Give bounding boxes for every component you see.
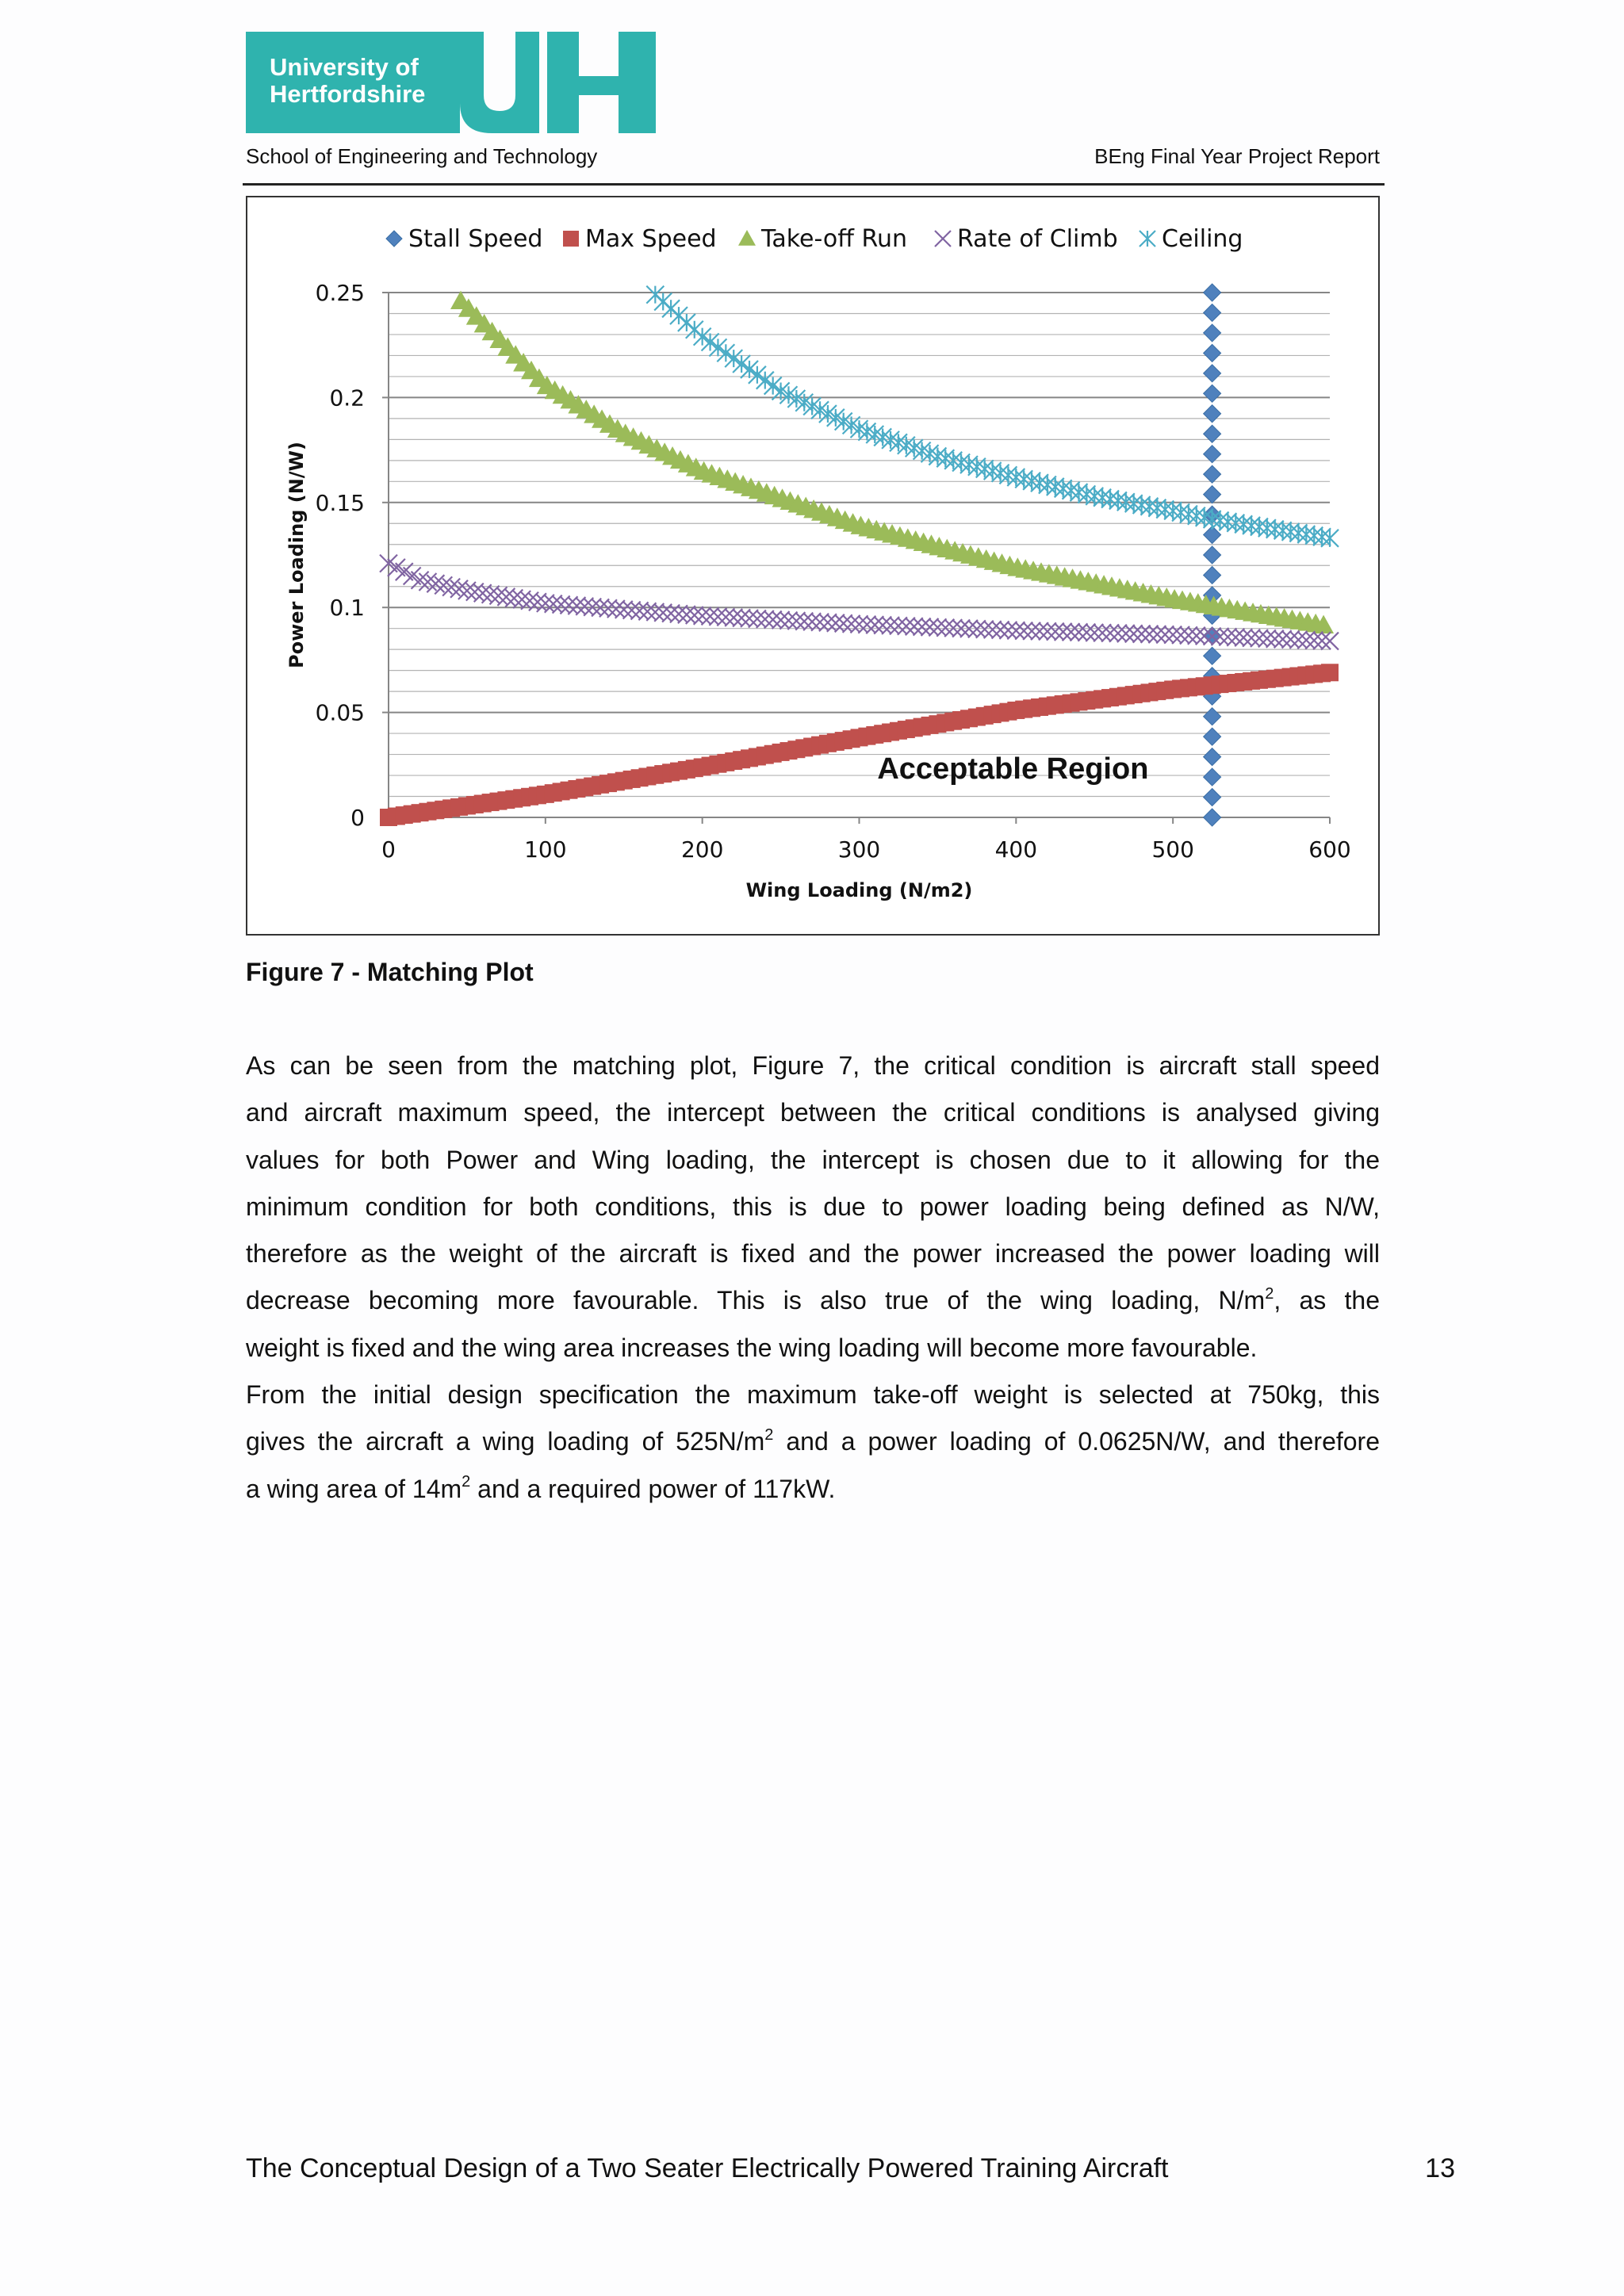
logo-line-1: University of — [270, 53, 419, 81]
rate-of-climb-point — [764, 611, 782, 629]
legend-label: Take-off Run — [761, 225, 907, 253]
y-tick-label: 0.1 — [329, 595, 365, 622]
rate-of-climb-point — [1289, 631, 1307, 649]
rate-of-climb-point — [929, 618, 946, 636]
rate-of-climb-point — [772, 611, 790, 629]
rate-of-climb-point — [890, 617, 907, 634]
rate-of-climb-point — [741, 610, 758, 627]
rate-of-climb-point — [1180, 626, 1197, 644]
page-number: 13 — [1425, 2153, 1455, 2183]
rate-of-climb-point — [1251, 629, 1268, 647]
body-line-10-sup: 2 — [462, 1473, 471, 1491]
university-logo — [246, 32, 656, 133]
body-line-8: From the initial design specification the maximum take-off weight is selected at 750kg, this — [246, 1380, 1380, 1410]
body-line-9-b: and a power loading of 0.0625N/W, and therefore — [773, 1427, 1381, 1456]
rate-of-climb-point — [717, 608, 734, 626]
stall-speed-point — [1204, 708, 1221, 725]
rate-of-climb-point — [1031, 622, 1048, 640]
rate-of-climb-point — [1007, 622, 1025, 639]
rate-of-climb-point — [1117, 625, 1135, 642]
rate-of-climb-point — [1055, 623, 1072, 641]
acceptable-region-label: Acceptable Region — [877, 752, 1149, 786]
rate-of-climb-point — [851, 615, 868, 633]
rate-of-climb-point — [702, 607, 719, 625]
body-line-9 — [246, 1418, 1380, 1465]
rate-of-climb-point — [1172, 626, 1189, 644]
rate-of-climb-point — [936, 619, 954, 637]
stall-speed-point — [1204, 365, 1221, 382]
rate-of-climb-point — [1039, 622, 1056, 640]
rate-of-climb-point — [779, 612, 797, 629]
rate-of-climb-point — [921, 618, 939, 636]
rate-of-climb-point — [1023, 622, 1040, 640]
legend-marker — [1139, 231, 1155, 247]
stall-speed-point — [1204, 405, 1221, 423]
uh-logo-mark-icon — [246, 32, 656, 133]
body-line-10 — [246, 1466, 1380, 1513]
rate-of-climb-point — [725, 609, 742, 626]
rate-of-climb-point — [749, 610, 766, 627]
x-tick-label: 300 — [837, 836, 881, 863]
rate-of-climb-point — [1258, 629, 1276, 647]
body-line-3: values for both Power and Wing loading, the intercept is chosen due to it allowing for the — [246, 1145, 1380, 1174]
rate-of-climb-point — [874, 617, 891, 634]
rate-of-climb-point — [843, 615, 860, 633]
legend-marker — [935, 231, 951, 247]
body-line-10-b: and a required power of 117kW. — [470, 1474, 836, 1503]
rate-of-climb-point — [827, 614, 845, 632]
body-line-9-a: gives the aircraft a wing loading of 525N/m — [246, 1427, 765, 1456]
legend-marker — [563, 231, 579, 247]
rate-of-climb-point — [866, 616, 883, 633]
figure-caption: Figure 7 - Matching Plot — [246, 958, 534, 986]
report-type: BEng Final Year Project Report — [1094, 144, 1380, 168]
y-tick-label: 0.2 — [329, 385, 365, 411]
rate-of-climb-point — [709, 608, 726, 626]
stall-speed-point — [1204, 546, 1221, 564]
rate-of-climb-point — [1125, 625, 1143, 642]
body-line-5: therefore as the weight of the aircraft is fixed and the power increased the power loading will — [246, 1239, 1380, 1269]
rate-of-climb-point — [999, 622, 1017, 639]
body-line-9-sup: 2 — [764, 1425, 774, 1444]
x-tick-label: 0 — [381, 836, 396, 863]
stall-speed-point — [1204, 748, 1221, 766]
rate-of-climb-point — [1094, 624, 1111, 641]
body-line-10-a: a wing area of 14m — [246, 1474, 462, 1503]
y-tick-label: 0.25 — [315, 280, 365, 306]
legend-label: Ceiling — [1162, 225, 1243, 253]
y-axis-title: Power Loading (N/W) — [285, 442, 308, 668]
rate-of-climb-point — [1235, 629, 1252, 646]
body-line-6 — [246, 1277, 1380, 1324]
rate-of-climb-point — [1266, 630, 1284, 648]
rate-of-climb-point — [733, 609, 750, 626]
rate-of-climb-point — [1282, 631, 1300, 649]
legend-label: Rate of Climb — [957, 225, 1118, 253]
stall-speed-point — [1204, 344, 1221, 362]
rate-of-climb-point — [756, 610, 774, 628]
rate-of-climb-point — [1243, 629, 1260, 647]
rate-of-climb-point — [906, 618, 923, 635]
logo-line-2: Hertfordshire — [270, 80, 426, 108]
stall-speed-point — [1204, 465, 1221, 483]
rate-of-climb-point — [984, 621, 1002, 638]
footer-title: The Conceptual Design of a Two Seater Electrically Powered Training Aircraft — [246, 2153, 1169, 2183]
legend-marker — [386, 231, 402, 247]
rate-of-climb-point — [1047, 623, 1064, 641]
x-tick-label: 200 — [680, 836, 724, 863]
x-axis-title: Wing Loading (N/m2) — [745, 879, 973, 901]
school-name: School of Engineering and Technology — [246, 144, 598, 168]
stall-speed-point — [1204, 324, 1221, 342]
rate-of-climb-point — [1070, 623, 1087, 641]
stall-speed-point — [1204, 284, 1221, 301]
rate-of-climb-point — [992, 622, 1009, 639]
body-line-2: and aircraft maximum speed, the intercept between the critical conditions is analysed giving — [246, 1098, 1380, 1127]
rate-of-climb-point — [1219, 628, 1236, 645]
body-line-7: weight is fixed and the wing area increases the wing loading will become more favourable. — [246, 1333, 1258, 1362]
stall-speed-point — [1204, 566, 1221, 584]
rate-of-climb-point — [787, 612, 805, 629]
rate-of-climb-point — [1086, 624, 1103, 641]
max-speed-point — [1321, 664, 1339, 681]
rate-of-climb-point — [1133, 626, 1151, 643]
chart-svg — [247, 197, 1381, 937]
header-divider — [243, 183, 1385, 186]
rate-of-climb-point — [882, 617, 899, 634]
legend-marker — [738, 230, 756, 246]
body-line-6-sup: 2 — [1265, 1284, 1274, 1303]
rate-of-climb-point — [1313, 632, 1331, 649]
stall-speed-point — [1204, 304, 1221, 321]
rate-of-climb-point — [1015, 622, 1032, 640]
rate-of-climb-point — [968, 620, 986, 637]
body-paragraph — [246, 1043, 1380, 1513]
rate-of-climb-point — [1188, 627, 1205, 645]
rate-of-climb-point — [1078, 624, 1095, 641]
matching-plot-chart — [246, 196, 1380, 936]
stall-speed-point — [1204, 728, 1221, 745]
stall-speed-point — [1204, 768, 1221, 786]
legend-label: Max Speed — [585, 225, 717, 253]
rate-of-climb-point — [1274, 630, 1292, 648]
x-tick-label: 600 — [1308, 836, 1351, 863]
stall-speed-point — [1204, 486, 1221, 503]
rate-of-climb-point — [914, 618, 931, 636]
rate-of-climb-point — [898, 618, 915, 635]
rate-of-climb-point — [1101, 625, 1119, 642]
x-tick-label: 500 — [1151, 836, 1194, 863]
rate-of-climb-point — [803, 613, 821, 630]
body-line-6-b: , as the — [1274, 1286, 1381, 1315]
y-tick-label: 0 — [350, 805, 365, 831]
rate-of-climb-point — [1109, 625, 1127, 642]
rate-of-climb-point — [1321, 633, 1339, 650]
stall-speed-point — [1204, 809, 1221, 826]
body-line-1: As can be seen from the matching plot, Figure 7, the critical condition is aircraft stall speed — [246, 1051, 1380, 1080]
stall-speed-point — [1204, 789, 1221, 806]
rate-of-climb-point — [1063, 623, 1080, 641]
x-tick-label: 100 — [524, 836, 567, 863]
stall-speed-point — [1204, 385, 1221, 402]
x-tick-label: 400 — [994, 836, 1038, 863]
rate-of-climb-point — [976, 621, 994, 638]
rate-of-climb-point — [858, 616, 875, 633]
rate-of-climb-point — [1227, 629, 1244, 646]
rate-of-climb-point — [795, 613, 813, 630]
y-tick-label: 0.05 — [315, 699, 365, 726]
body-line-4: minimum condition for both conditions, this is due to power loading being defined as N/W, — [246, 1192, 1380, 1221]
y-tick-label: 0.15 — [315, 489, 365, 516]
rate-of-climb-point — [1297, 631, 1315, 649]
legend-label: Stall Speed — [408, 225, 543, 253]
rate-of-climb-point — [835, 614, 852, 632]
rate-of-climb-point — [1305, 632, 1323, 649]
body-line-6-a: decrease becoming more favourable. This is also true of the wing loading, N/m — [246, 1286, 1266, 1315]
